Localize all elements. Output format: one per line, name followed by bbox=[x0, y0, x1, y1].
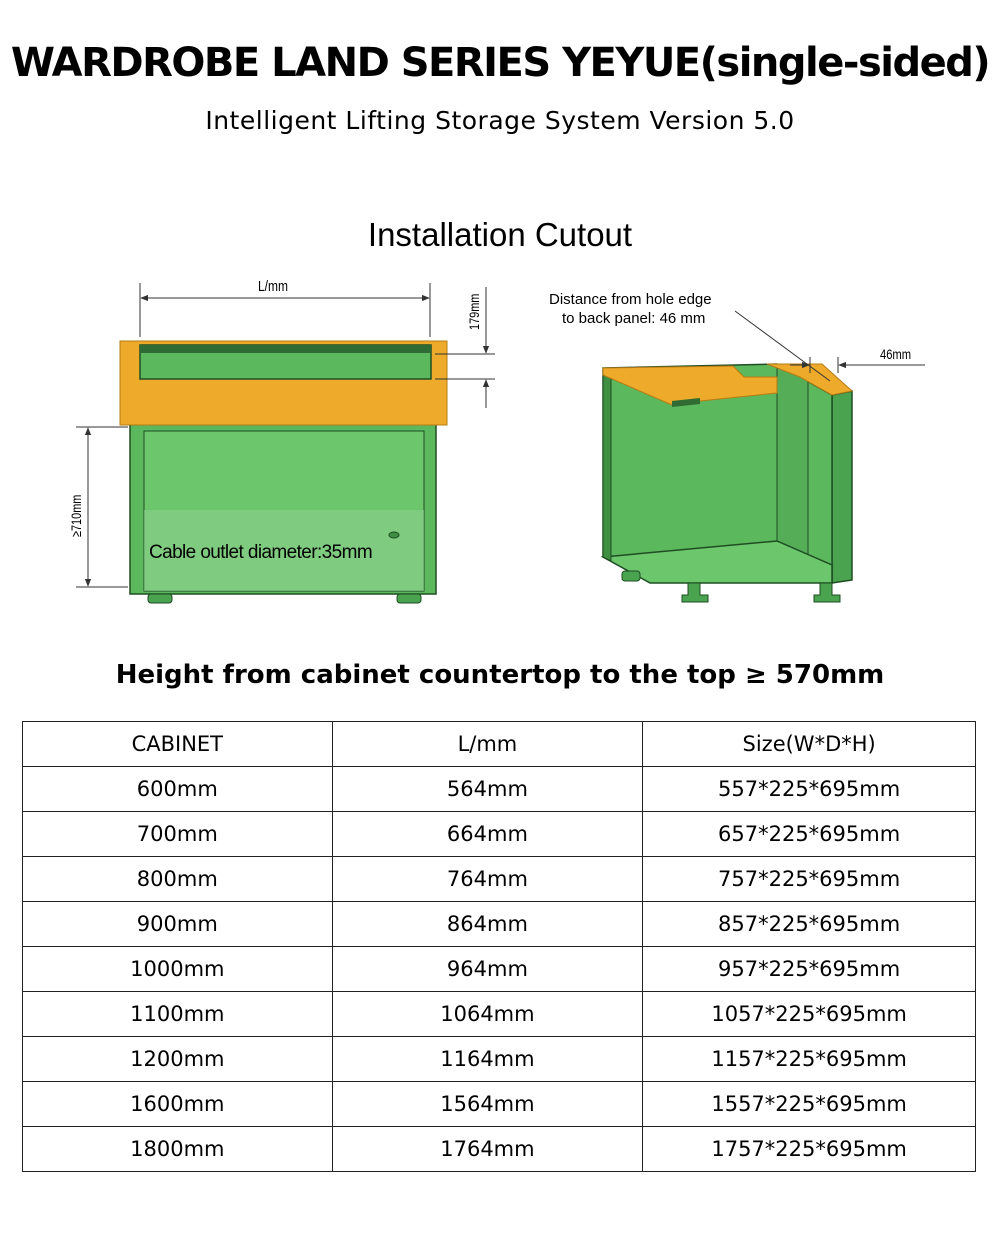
cabinet-left-edge bbox=[603, 368, 611, 561]
cabinet-right-panel bbox=[832, 391, 852, 583]
column-header-size: Size(W*D*H) bbox=[643, 722, 976, 767]
page-subtitle: Intelligent Lifting Storage System Version 5.0 bbox=[205, 106, 795, 135]
section-title: Installation Cutout bbox=[367, 216, 633, 253]
side-foot-3 bbox=[814, 583, 840, 602]
installation-diagram bbox=[0, 265, 1000, 625]
length-cell: 864mm bbox=[332, 902, 643, 947]
side-view bbox=[549, 291, 925, 602]
table-row bbox=[23, 1127, 976, 1172]
column-header-cabinet: CABINET bbox=[23, 722, 333, 767]
cabinet-inner-side bbox=[777, 364, 808, 565]
cable-outlet-note: Cable outlet diameter:35mm bbox=[149, 542, 373, 563]
front-view bbox=[69, 278, 495, 603]
table-row bbox=[23, 947, 976, 992]
cabinet-cell: 1600mm bbox=[23, 1082, 333, 1127]
side-foot-1 bbox=[622, 571, 640, 581]
cabinet-cell: 700mm bbox=[23, 812, 333, 857]
length-cell: 564mm bbox=[332, 767, 643, 812]
cabinet-foot-left bbox=[148, 594, 172, 603]
distance-note-line2: to back panel: 46 mm bbox=[562, 310, 706, 327]
size-cell: 1557*225*695mm bbox=[643, 1082, 976, 1127]
min-height-label: ≥710mm bbox=[68, 494, 85, 537]
cabinet-cell: 600mm bbox=[23, 767, 333, 812]
cabinet-cell: 1800mm bbox=[23, 1127, 333, 1172]
side-dimension-label: 46mm bbox=[880, 346, 912, 363]
table-header-row bbox=[23, 722, 976, 767]
length-cell: 764mm bbox=[332, 857, 643, 902]
spec-table bbox=[22, 721, 976, 1172]
cabinet-foot-right bbox=[397, 594, 421, 603]
size-cell: 1757*225*695mm bbox=[643, 1127, 976, 1172]
length-cell: 1064mm bbox=[332, 992, 643, 1037]
cabinet-cell: 900mm bbox=[23, 902, 333, 947]
size-cell: 857*225*695mm bbox=[643, 902, 976, 947]
table-row bbox=[23, 767, 976, 812]
table-row bbox=[23, 857, 976, 902]
table-row bbox=[23, 902, 976, 947]
cable-outlet-hole bbox=[389, 532, 399, 538]
top-gap-label: 179mm bbox=[466, 293, 483, 330]
length-cell: 1164mm bbox=[332, 1037, 643, 1082]
size-cell: 1057*225*695mm bbox=[643, 992, 976, 1037]
length-cell: 1764mm bbox=[332, 1127, 643, 1172]
length-label: L/mm bbox=[258, 277, 288, 295]
side-foot-2 bbox=[682, 583, 708, 602]
size-cell: 757*225*695mm bbox=[643, 857, 976, 902]
table-row bbox=[23, 992, 976, 1037]
cabinet-cell: 800mm bbox=[23, 857, 333, 902]
cabinet-cell: 1100mm bbox=[23, 992, 333, 1037]
table-row bbox=[23, 812, 976, 857]
size-cell: 657*225*695mm bbox=[643, 812, 976, 857]
cabinet-cell: 1000mm bbox=[23, 947, 333, 992]
cutout-back-edge bbox=[140, 345, 431, 353]
length-cell: 664mm bbox=[332, 812, 643, 857]
length-cell: 1564mm bbox=[332, 1082, 643, 1127]
cabinet-cell: 1200mm bbox=[23, 1037, 333, 1082]
page-title: WARDROBE LAND SERIES YEYUE(single-sided) bbox=[10, 40, 990, 86]
size-cell: 557*225*695mm bbox=[643, 767, 976, 812]
table-row bbox=[23, 1082, 976, 1127]
table-row bbox=[23, 1037, 976, 1082]
length-cell: 964mm bbox=[332, 947, 643, 992]
distance-note-line1: Distance from hole edge bbox=[549, 291, 712, 308]
column-header-length: L/mm bbox=[332, 722, 643, 767]
size-cell: 957*225*695mm bbox=[643, 947, 976, 992]
size-cell: 1157*225*695mm bbox=[643, 1037, 976, 1082]
height-requirement-note: Height from cabinet countertop to the top ≥ 570mm bbox=[115, 660, 885, 690]
